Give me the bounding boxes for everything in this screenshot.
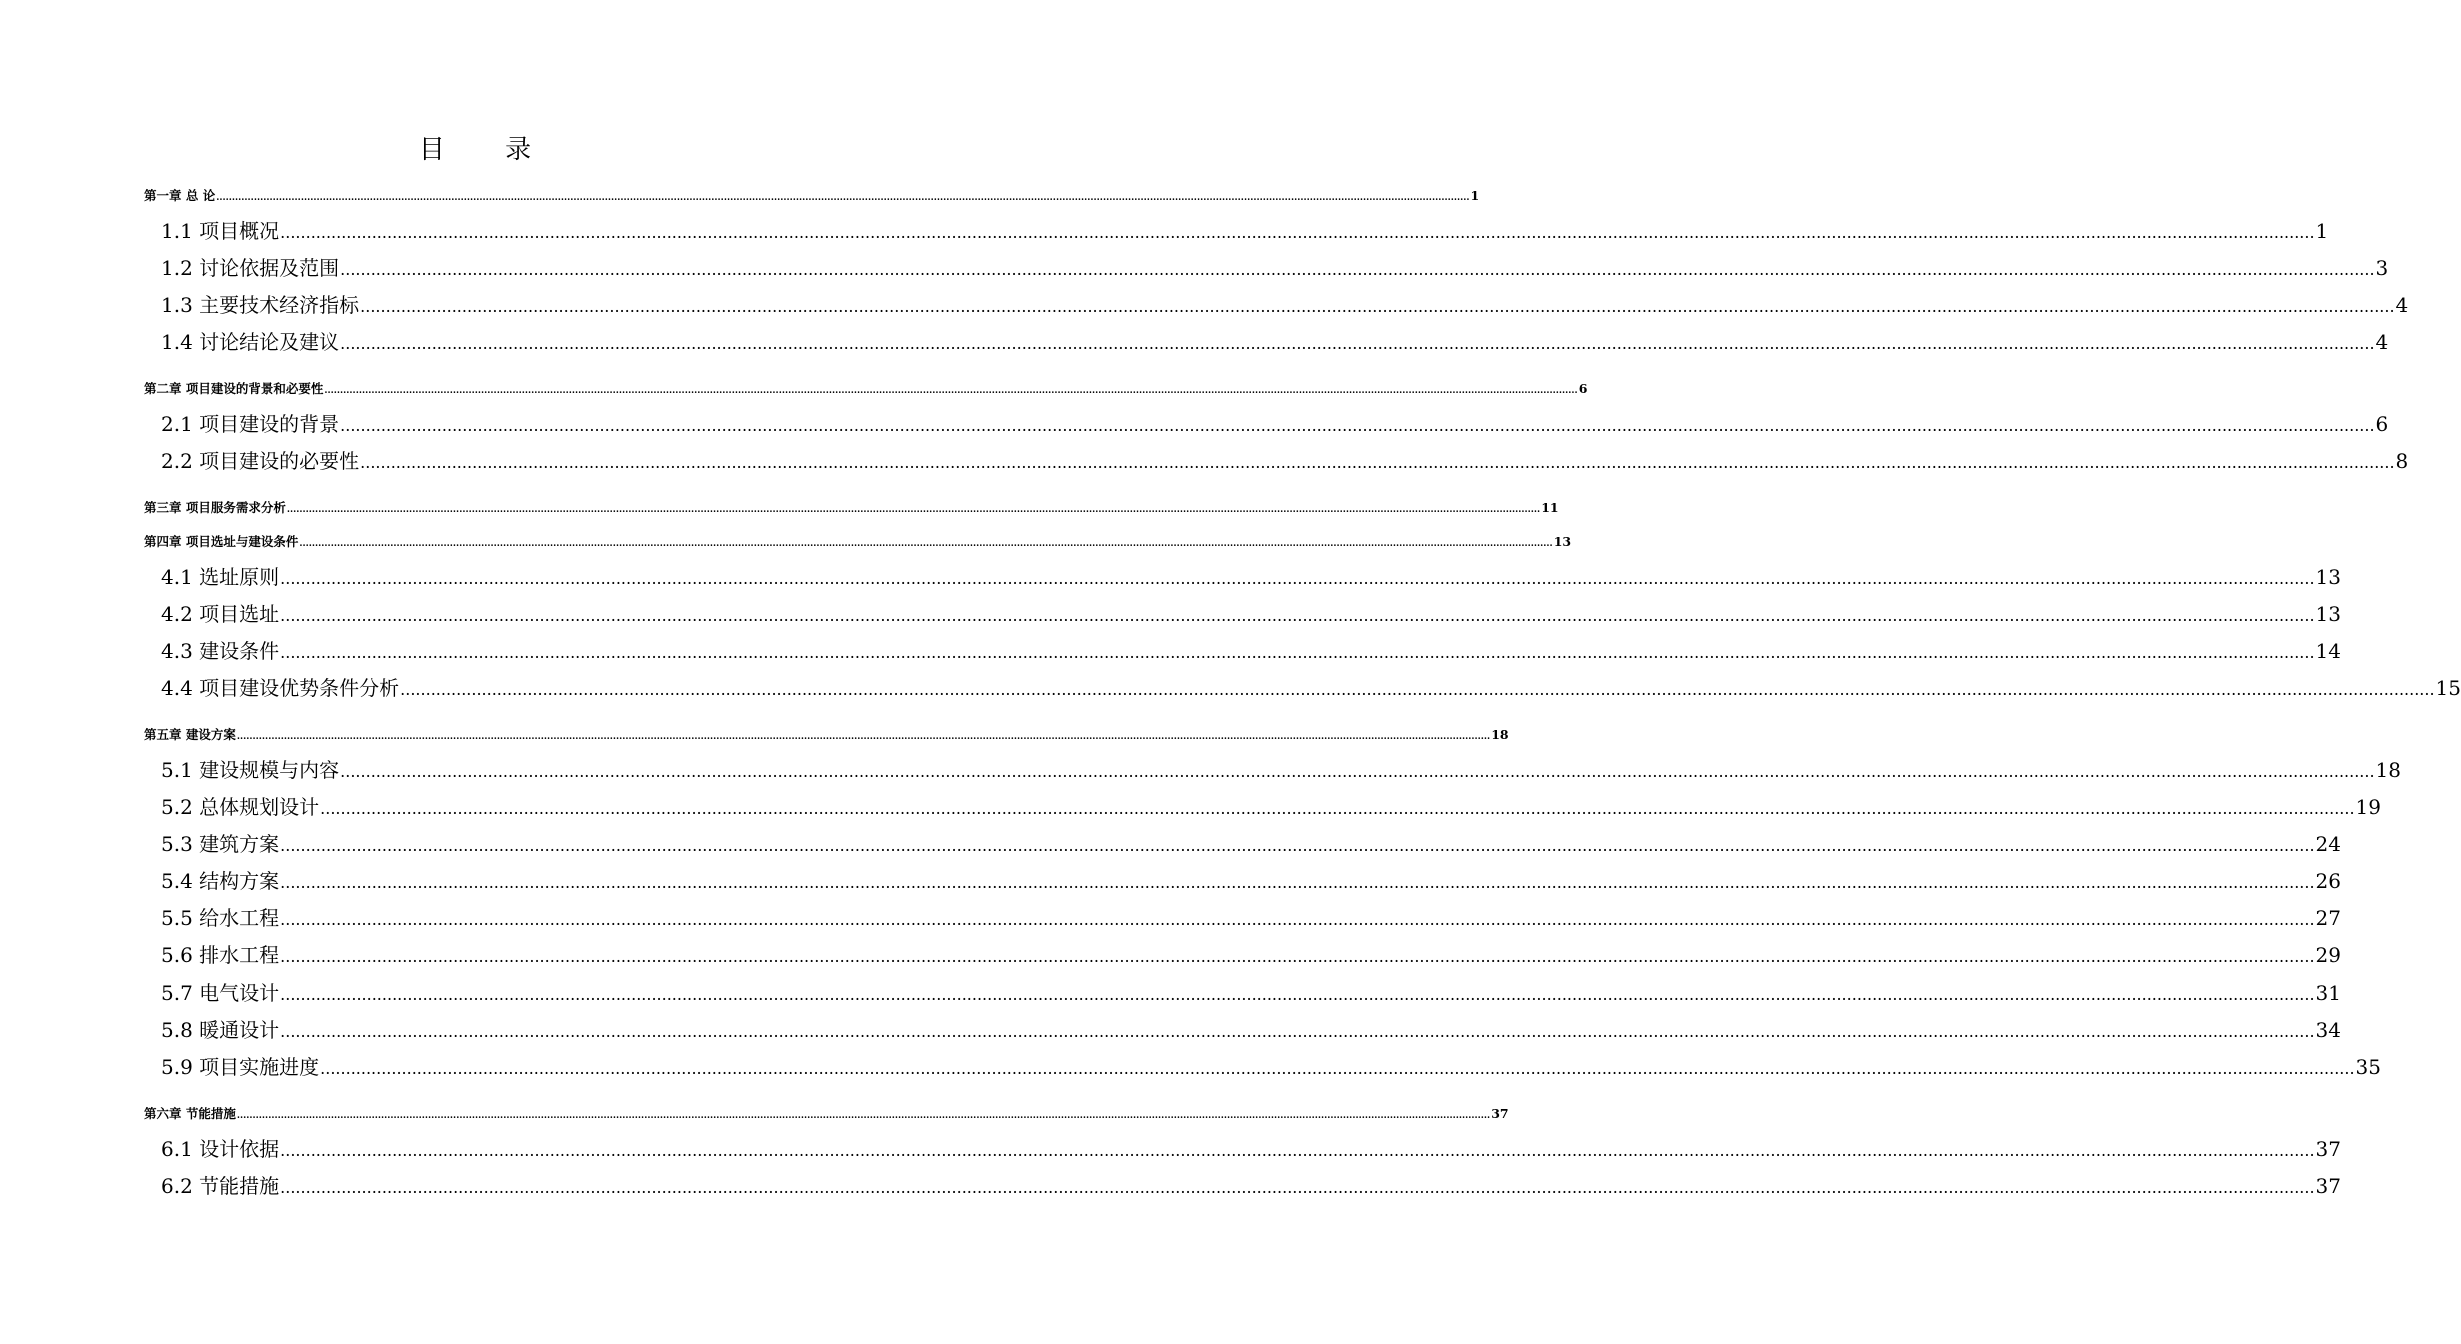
toc-label: 1.3 主要技术经济指标 bbox=[161, 293, 360, 317]
toc-page: 27 bbox=[2315, 906, 2341, 930]
toc-leader: ................................................................................................................................................................................................................................................................................................................................................................................................................ bbox=[280, 836, 2315, 855]
toc-leader: ................................................................................................................................................................................................................................................................................................................................................................................................................ bbox=[236, 732, 1491, 742]
toc-entry[interactable] bbox=[161, 755, 2401, 785]
toc-leader: ................................................................................................................................................................................................................................................................................................................................................................................................................ bbox=[340, 762, 2375, 781]
toc-label: 1.2 讨论依据及范围 bbox=[161, 256, 340, 280]
toc-entry[interactable] bbox=[161, 829, 2341, 859]
toc-page: 24 bbox=[2315, 832, 2341, 856]
toc-page: 13 bbox=[2315, 565, 2341, 589]
toc-label: 5.6 排水工程 bbox=[161, 943, 280, 967]
toc-leader: ................................................................................................................................................................................................................................................................................................................................................................................................................ bbox=[280, 910, 2315, 929]
toc-leader: ................................................................................................................................................................................................................................................................................................................................................................................................................ bbox=[360, 297, 2395, 316]
toc-leader: ................................................................................................................................................................................................................................................................................................................................................................................................................ bbox=[340, 416, 2375, 435]
toc-label: 2.2 项目建设的必要性 bbox=[161, 449, 360, 473]
toc-entry[interactable] bbox=[161, 253, 2389, 283]
toc-leader: ................................................................................................................................................................................................................................................................................................................................................................................................................ bbox=[280, 1141, 2315, 1160]
toc-page: 8 bbox=[2395, 449, 2409, 473]
toc-entry[interactable] bbox=[161, 903, 2341, 933]
toc-page: 14 bbox=[2315, 639, 2341, 663]
toc-leader: ................................................................................................................................................................................................................................................................................................................................................................................................................ bbox=[280, 569, 2315, 588]
toc-label: 5.9 项目实施进度 bbox=[161, 1055, 320, 1079]
toc-entry[interactable] bbox=[161, 216, 2329, 246]
toc-leader: ................................................................................................................................................................................................................................................................................................................................................................................................................ bbox=[320, 799, 2355, 818]
toc-entry[interactable] bbox=[161, 866, 2341, 896]
toc-entry[interactable] bbox=[161, 290, 2409, 320]
toc-page: 1 bbox=[2315, 219, 2329, 243]
toc-label: 第六章 节能措施 bbox=[144, 1106, 236, 1121]
toc-label: 4.1 选址原则 bbox=[161, 565, 280, 589]
toc-page: 11 bbox=[1541, 500, 1559, 515]
toc-entry[interactable] bbox=[161, 1015, 2341, 1045]
toc-entry[interactable] bbox=[144, 186, 1480, 206]
toc-leader: ................................................................................................................................................................................................................................................................................................................................................................................................................ bbox=[286, 505, 1541, 515]
toc-page: 19 bbox=[2355, 795, 2381, 819]
toc-page: 13 bbox=[2315, 602, 2341, 626]
toc-entry[interactable] bbox=[161, 636, 2341, 666]
toc-entry[interactable] bbox=[144, 532, 1572, 552]
toc-leader: ................................................................................................................................................................................................................................................................................................................................................................................................................ bbox=[280, 643, 2315, 662]
toc-entry[interactable] bbox=[144, 379, 1588, 399]
toc-page: 6 bbox=[1578, 381, 1588, 396]
toc-entry[interactable] bbox=[161, 599, 2341, 629]
toc-entry[interactable] bbox=[161, 978, 2341, 1008]
toc-leader: ................................................................................................................................................................................................................................................................................................................................................................................................................ bbox=[280, 606, 2315, 625]
toc-entry[interactable] bbox=[161, 1171, 2341, 1201]
toc-page: 3 bbox=[2375, 256, 2389, 280]
page-title: 目 录 bbox=[418, 135, 558, 165]
toc-page: 34 bbox=[2315, 1018, 2341, 1042]
toc-label: 5.3 建筑方案 bbox=[161, 832, 280, 856]
toc-page: 13 bbox=[1553, 534, 1572, 549]
toc-page: 15 bbox=[2435, 676, 2461, 700]
toc-label: 4.2 项目选址 bbox=[161, 602, 280, 626]
toc-label: 第三章 项目服务需求分析 bbox=[144, 500, 286, 515]
toc-leader: ................................................................................................................................................................................................................................................................................................................................................................................................................ bbox=[280, 1022, 2315, 1041]
toc-page: 37 bbox=[1491, 1106, 1509, 1121]
toc-label: 1.1 项目概况 bbox=[161, 219, 280, 243]
toc-leader: ................................................................................................................................................................................................................................................................................................................................................................................................................ bbox=[280, 873, 2315, 892]
toc-label: 第五章 建设方案 bbox=[144, 727, 236, 742]
toc-leader: ................................................................................................................................................................................................................................................................................................................................................................................................................ bbox=[280, 223, 2315, 242]
toc-entry[interactable] bbox=[144, 1104, 1509, 1124]
toc-leader: ................................................................................................................................................................................................................................................................................................................................................................................................................ bbox=[216, 193, 1470, 203]
toc-label: 第一章 总 论 bbox=[144, 188, 216, 203]
toc-leader: ................................................................................................................................................................................................................................................................................................................................................................................................................ bbox=[360, 453, 2395, 472]
toc-entry[interactable] bbox=[161, 446, 2409, 476]
toc-page: 37 bbox=[2315, 1137, 2341, 1161]
toc-page: 29 bbox=[2315, 943, 2341, 967]
toc-label: 4.3 建设条件 bbox=[161, 639, 280, 663]
toc-leader: ................................................................................................................................................................................................................................................................................................................................................................................................................ bbox=[280, 947, 2315, 966]
toc-entry[interactable] bbox=[161, 1134, 2341, 1164]
toc-leader: ................................................................................................................................................................................................................................................................................................................................................................................................................ bbox=[320, 1059, 2355, 1078]
toc-entry[interactable] bbox=[161, 673, 2461, 703]
toc-label: 1.4 讨论结论及建议 bbox=[161, 330, 340, 354]
toc-page: 31 bbox=[2315, 981, 2341, 1005]
toc-label: 2.1 项目建设的背景 bbox=[161, 412, 340, 436]
toc-label: 5.4 结构方案 bbox=[161, 869, 280, 893]
toc-leader: ................................................................................................................................................................................................................................................................................................................................................................................................................ bbox=[280, 985, 2315, 1004]
toc-page: 26 bbox=[2315, 869, 2341, 893]
toc-entry[interactable] bbox=[161, 940, 2341, 970]
toc-leader: ................................................................................................................................................................................................................................................................................................................................................................................................................ bbox=[400, 680, 2435, 699]
toc-leader: ................................................................................................................................................................................................................................................................................................................................................................................................................ bbox=[280, 1178, 2315, 1197]
toc-entry[interactable] bbox=[161, 327, 2389, 357]
toc-label: 5.8 暖通设计 bbox=[161, 1018, 280, 1042]
toc-leader: ................................................................................................................................................................................................................................................................................................................................................................................................................ bbox=[236, 1111, 1491, 1121]
toc-leader: ................................................................................................................................................................................................................................................................................................................................................................................................................ bbox=[299, 539, 1553, 549]
toc-label: 6.2 节能措施 bbox=[161, 1174, 280, 1198]
toc-page: 18 bbox=[2375, 758, 2401, 782]
toc-entry[interactable] bbox=[161, 562, 2341, 592]
toc-page: 6 bbox=[2375, 412, 2389, 436]
toc-leader: ................................................................................................................................................................................................................................................................................................................................................................................................................ bbox=[324, 386, 1578, 396]
toc-entry[interactable] bbox=[144, 498, 1559, 518]
toc-page: 37 bbox=[2315, 1174, 2341, 1198]
toc-label: 5.7 电气设计 bbox=[161, 981, 280, 1005]
toc-page: 4 bbox=[2375, 330, 2389, 354]
toc-label: 5.2 总体规划设计 bbox=[161, 795, 320, 819]
toc-page: 4 bbox=[2395, 293, 2409, 317]
toc-label: 6.1 设计依据 bbox=[161, 1137, 280, 1161]
toc-label: 5.5 给水工程 bbox=[161, 906, 280, 930]
toc-entry[interactable] bbox=[161, 1052, 2381, 1082]
toc-leader: ................................................................................................................................................................................................................................................................................................................................................................................................................ bbox=[340, 334, 2375, 353]
toc-label: 第四章 项目选址与建设条件 bbox=[144, 534, 299, 549]
toc-label: 第二章 项目建设的背景和必要性 bbox=[144, 381, 324, 396]
toc-page: 35 bbox=[2355, 1055, 2381, 1079]
toc-leader: ................................................................................................................................................................................................................................................................................................................................................................................................................ bbox=[340, 260, 2375, 279]
toc-entry[interactable] bbox=[161, 792, 2381, 822]
toc-entry[interactable] bbox=[161, 409, 2389, 439]
toc-page: 1 bbox=[1470, 188, 1480, 203]
toc-label: 5.1 建设规模与内容 bbox=[161, 758, 340, 782]
toc-label: 4.4 项目建设优势条件分析 bbox=[161, 676, 400, 700]
toc-page: 18 bbox=[1491, 727, 1509, 742]
toc-entry[interactable] bbox=[144, 725, 1509, 745]
